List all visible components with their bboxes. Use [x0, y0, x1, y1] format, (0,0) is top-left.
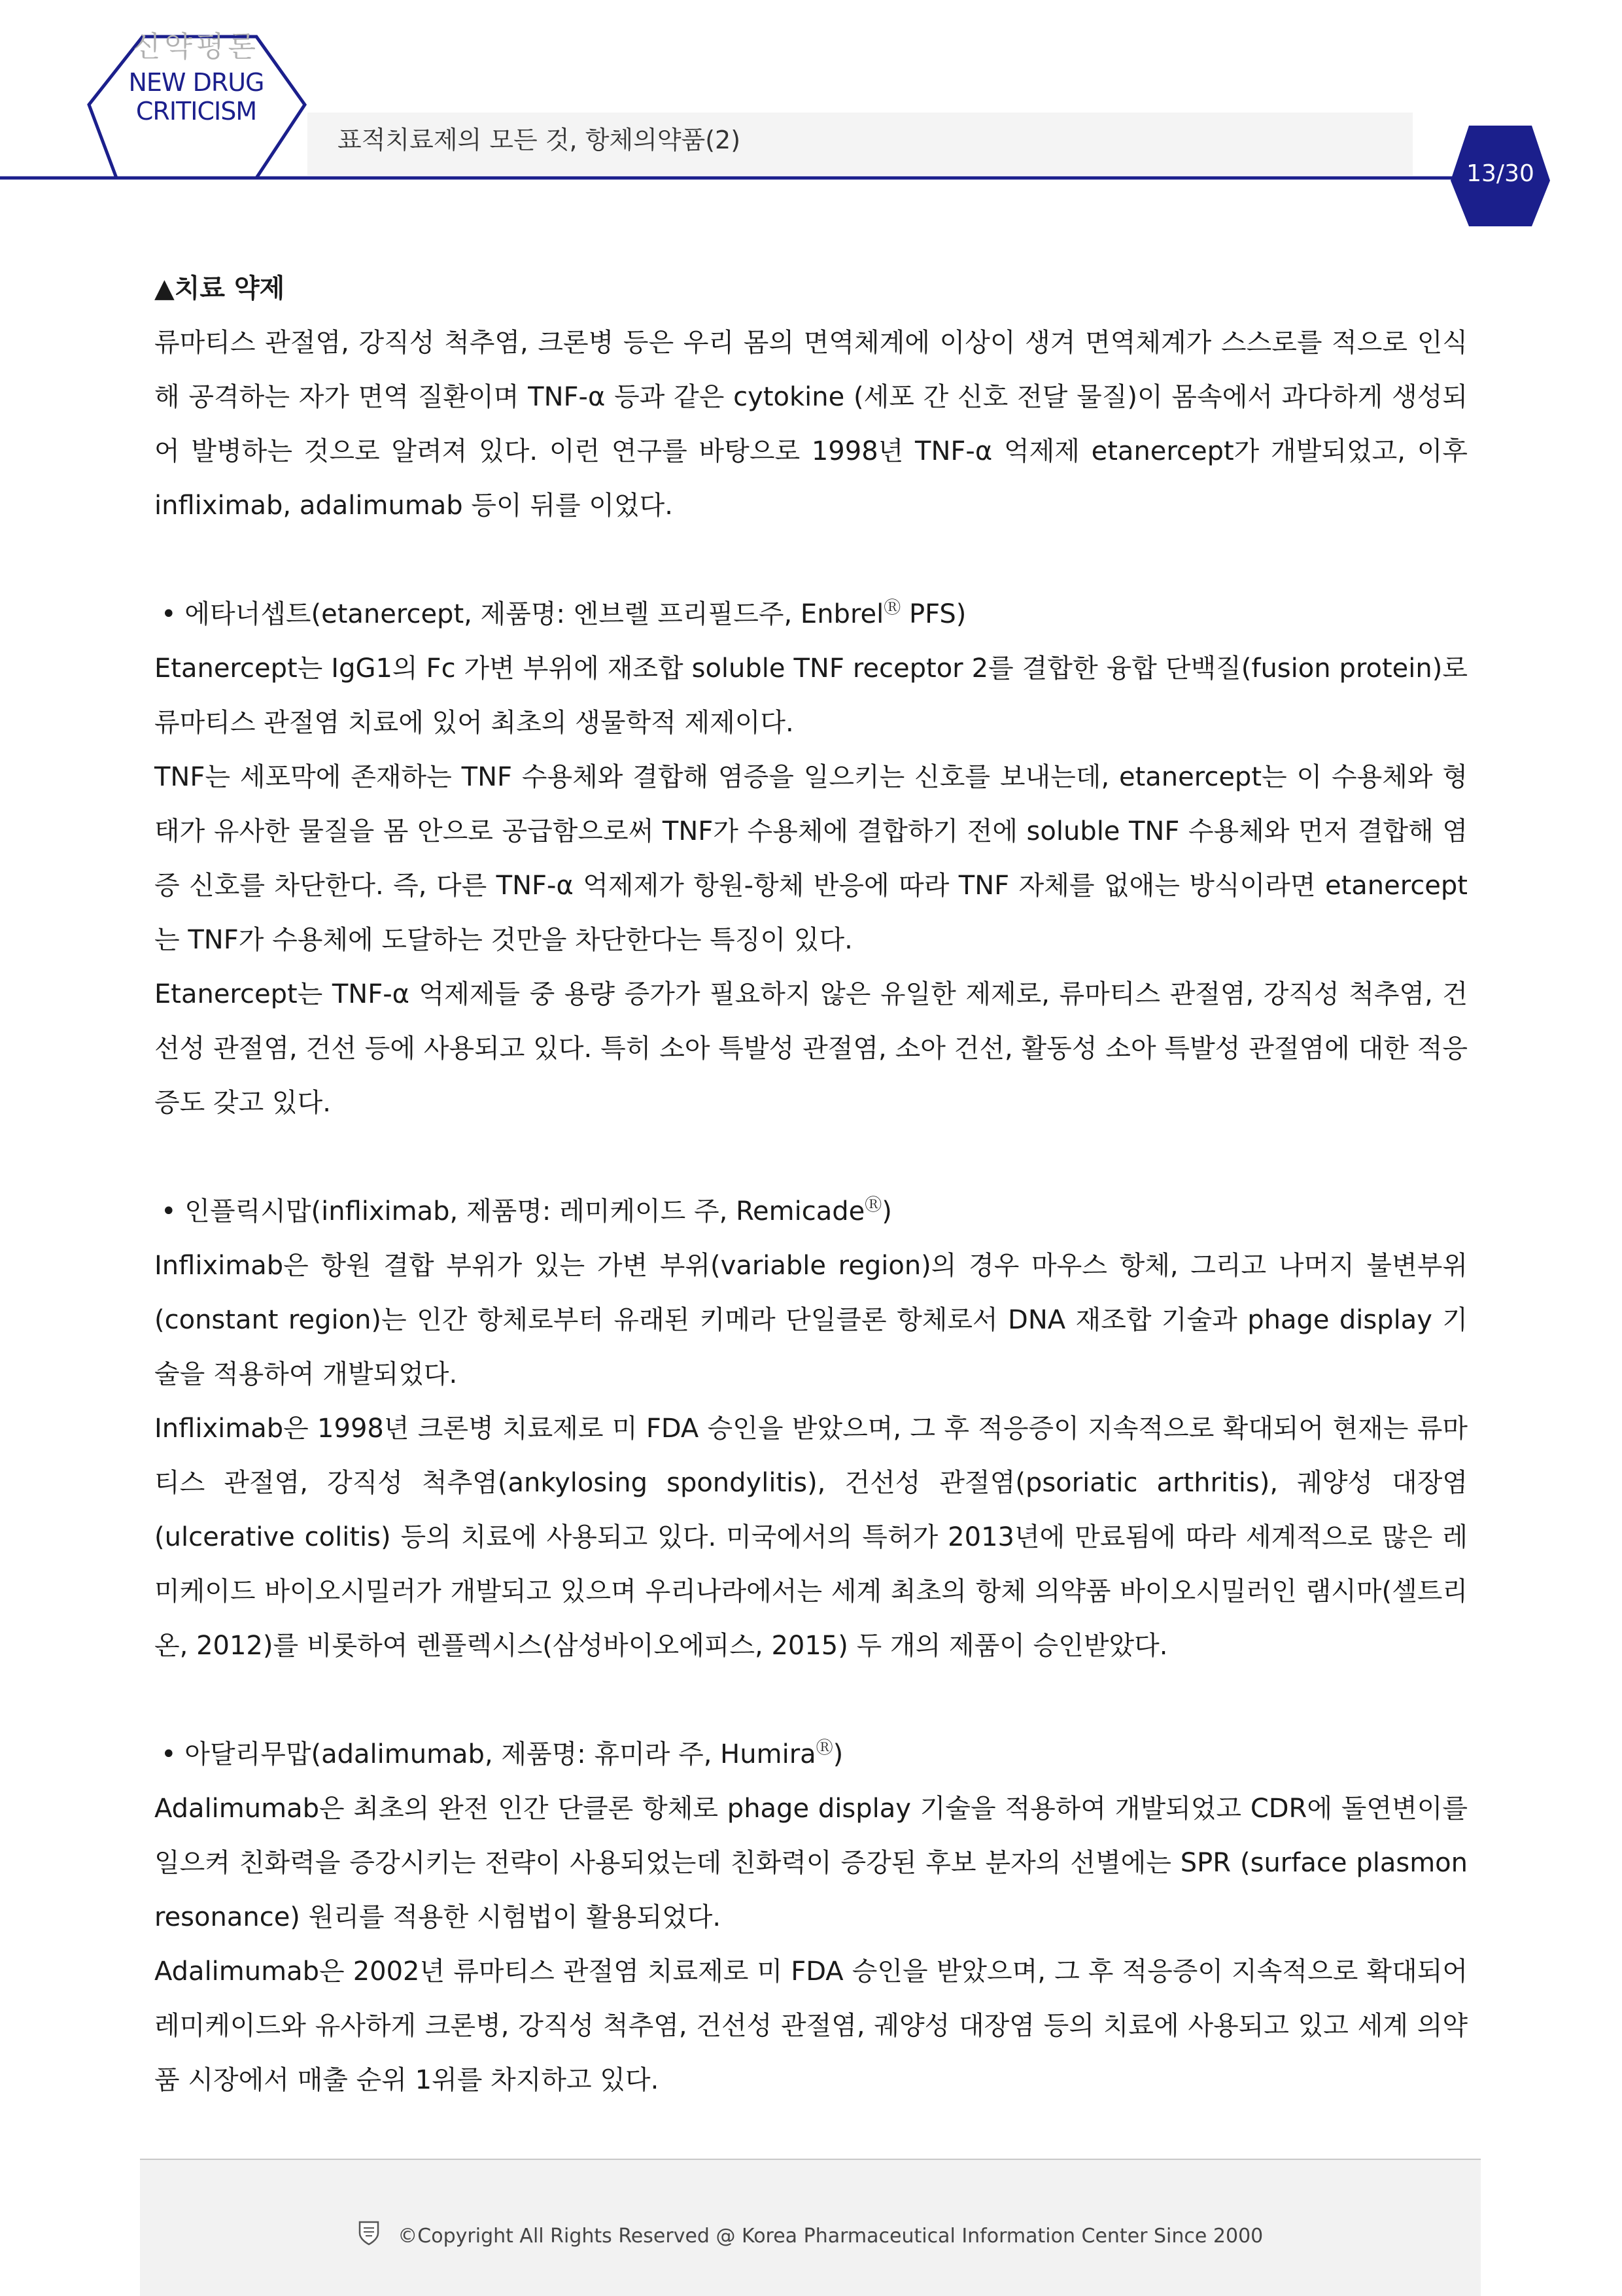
etanercept-paragraph: Etanercept는 TNF-α 억제제들 중 용량 증가가 필요하지 않은 유일한 제제로, 류마티스 관절염, 강직성 척추염, 건선성 관절염, 건선 등에 사용되고 있다. 특히 소아 특발성 관절염, 소아 건선, 활동성 소아 특발성 관절염에 대한 적응증도 갖고 있다.: [154, 979, 1468, 1118]
section-heading: ▲치료 약제: [154, 273, 285, 304]
registered-mark: Ⓡ: [865, 1195, 882, 1215]
page-number: 13/30: [1466, 160, 1534, 187]
registered-mark: Ⓡ: [884, 598, 901, 618]
infliximab-paragraph: Infliximab은 항원 결합 부위가 있는 가변 부위(variable region)의 경우 마우스 항체, 그리고 나머지 불변부위(constant region)는 인간 항체로부터 유래된 키메라 단일클론 항체로서 DNA 재조합 기술과 phage display 기술을 적용하여 개발되었다.: [154, 1251, 1468, 1389]
article-body: [154, 262, 1468, 2108]
logo-english: [110, 68, 283, 126]
infliximab-paragraph: Infliximab은 1998년 크론병 치료제로 미 FDA 승인을 받았으며, 그 후 적응증이 지속적으로 확대되어 현재는 류마티스 관절염, 강직성 척추염(ankylosing spondylitis), 건선성 관절염(psoriatic arthritis), 궤양성 대장염(ulcerative colitis) 등의 치료에 사용되고 있다. 미국에서의 특허가 2013년에 만료됨에 따라 세계적으로 많은 레미케이드 바이오시밀러가 개발되고 있으며 우리나라에서는 세계 최초의 항체 의약품 바이오시밀러인 램시마(셀트리온, 2012)를 비롯하여 렌플렉시스(삼성바이오에피스, 2015) 두 개의 제품이 승인받았다.: [154, 1414, 1468, 1661]
footer-copyright-row: [140, 2220, 1481, 2253]
footer: [140, 2159, 1481, 2296]
header-title: 표적치료제의 모든 것, 항체의약품(2): [337, 126, 741, 154]
etanercept-title: • 에타너셉트(etanercept, 제품명: 엔브렐 프리필드주, EnbrelⓇ PFS): [161, 598, 967, 629]
adalimumab-title: • 아달리무맙(adalimumab, 제품명: 휴미라 주, HumiraⓇ): [161, 1738, 844, 1769]
intro-paragraph: 류마티스 관절염, 강직성 척추염, 크론병 등은 우리 몸의 면역체계에 이상이 생겨 면역체계가 스스로를 적으로 인식해 공격하는 자가 면역 질환이며 TNF-α 등과 같은 cytokine (세포 간 신호 전달 물질)이 몸속에서 과다하게 생성되어 발병하는 것으로 알려져 있다. 이런 연구를 바탕으로 1998년 TNF-α 억제제 etanercept가 개발되었고, 이후 infliximab, adalimumab 등이 뒤를 이었다.: [154, 328, 1468, 521]
copyright-text: ©Copyright All Rights Reserved @ Korea Pharmaceutical Information Center Since 2000: [398, 2225, 1264, 2248]
logo-korean: 신약평론: [132, 30, 260, 63]
registered-mark: Ⓡ: [816, 1738, 833, 1758]
etanercept-paragraph: TNF는 세포막에 존재하는 TNF 수용체와 결합해 염증을 일으키는 신호를 보내는데, etanercept는 이 수용체와 형태가 유사한 물질을 몸 안으로 공급함으로써 TNF가 수용체에 결합하기 전에 soluble TNF 수용체와 먼저 결합해 염증 신호를 차단한다. 즉, 다른 TNF-α 억제제가 항원-항체 반응에 따라 TNF 자체를 없애는 방식이라면 etanercept는 TNF가 수용체에 도달하는 것만을 차단한다는 특징이 있다.: [154, 762, 1468, 955]
shield-icon: [358, 2220, 380, 2253]
logo-english-line1: NEW DRUG: [128, 68, 264, 97]
logo-english-line2: CRITICISM: [135, 97, 257, 126]
etanercept-paragraph: Etanercept는 IgG1의 Fc 가변 부위에 재조합 soluble TNF receptor 2를 결합한 융합 단백질(fusion protein)로 류마티스 관절염 치료에 있어 최초의 생물학적 제제이다.: [154, 653, 1468, 738]
adalimumab-paragraph: Adalimumab은 최초의 완전 인간 단클론 항체로 phage display 기술을 적용하여 개발되었고 CDR에 돌연변이를 일으켜 친화력을 증강시키는 전략이 사용되었는데 친화력이 증강된 후보 분자의 선별에는 SPR (surface plasmon resonance) 원리를 적용한 시험법이 활용되었다.: [154, 1794, 1468, 1932]
adalimumab-paragraph: Adalimumab은 2002년 류마티스 관절염 치료제로 미 FDA 승인을 받았으며, 그 후 적응증이 지속적으로 확대되어 레미케이드와 유사하게 크론병, 강직성 척추염, 건선성 관절염, 궤양성 대장염 등의 치료에 사용되고 있고 세계 의약품 시장에서 매출 순위 1위를 차지하고 있다.: [154, 1957, 1468, 2095]
infliximab-title: • 인플릭시맙(infliximab, 제품명: 레미케이드 주, RemicadeⓇ): [161, 1195, 892, 1226]
